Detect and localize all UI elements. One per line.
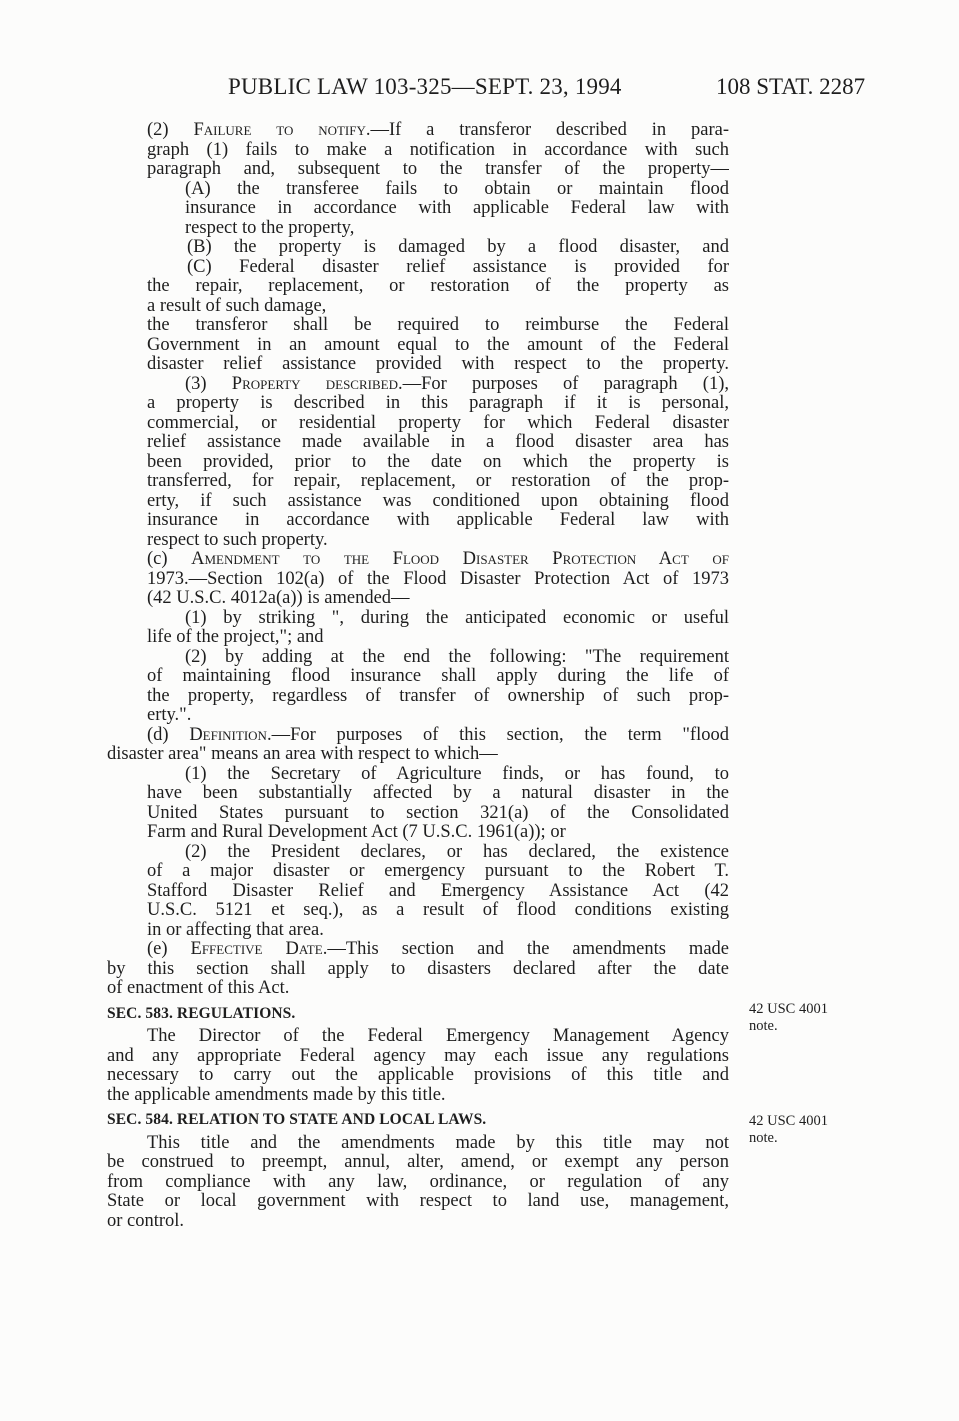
margin-note-label: note. [749,1129,778,1146]
paragraph-line: graph (1) fails to make a notification in accordance with such [147,140,729,160]
paragraph-line: by this section shall apply to disasters declared after the date [107,959,729,979]
paragraph-line: the repair, replacement, or restoration of the property as [147,277,729,296]
paragraph-line: paragraph and, subsequent to the transfer of the property— [147,160,729,179]
paragraph-line: (1) by striking ", during the anticipated economic or useful [185,608,729,628]
paragraph-heading: Failure to notify [193,121,366,140]
paragraph-line: (B) the property is damaged by a flood disaster, and [187,238,729,257]
section-heading: SEC. 584. RELATION TO STATE AND LOCAL LAWS. [107,1111,487,1128]
body-text [107,121,729,1231]
paragraph-line: life of the project,"; and [147,627,324,647]
margin-note-label: note. [749,1017,778,1034]
paragraph-line: relief assistance made available in a flood disaster area has [147,433,729,452]
paragraph-line: This title and the amendments made by this title may not [147,1133,729,1153]
paragraph-line: (2) Failure to notify.—If a transferor described in para- [147,121,729,140]
margin-note-citation: 42 USC 4001 [749,1113,828,1129]
paragraph-line: Government in an amount equal to the amount of the Federal [147,335,729,355]
paragraph-line: the property, regardless of transfer of ownership of such prop- [147,686,729,706]
paragraph-line: disaster relief assistance provided with respect to the property. [147,355,729,374]
paragraph-line: been provided, prior to the date on which the property is [147,452,729,472]
page-title: PUBLIC LAW 103-325—SEPT. 23, 1994 [228,74,622,99]
paragraph-line: of enactment of this Act. [107,978,290,998]
paragraph-heading: Amendment to the Flood Disaster Protection Act of [191,550,729,569]
paragraph-line: of maintaining flood insurance shall apply during the life of [147,667,729,686]
paragraph-line: insurance in accordance with applicable Federal law with [185,199,729,218]
paragraph-line: (2) the President declares, or has declared, the existence [185,842,729,862]
paragraph-line: a property is described in this paragraph if it is personal, [147,394,729,413]
paragraph-line: State or local government with respect to land use, management, [107,1192,729,1211]
paragraph-line: The Director of the Federal Emergency Management Agency [147,1027,729,1046]
paragraph-line: (e) Effective Date.—This section and the amendments made [147,940,729,959]
paragraph-line: (d) Definition.—For purposes of this section, the term "flood [147,725,729,745]
paragraph-line: United States pursuant to section 321(a) of the Consolidated [147,803,729,823]
margin-note-sec583 [749,1001,828,1034]
margin-note-citation: 42 USC 4001 [749,1001,828,1017]
running-head [0,74,959,106]
paragraph-line: (42 U.S.C. 4012a(a)) is amended— [147,588,410,608]
paragraph-line: and any appropriate Federal agency may each issue any regulations [107,1046,729,1066]
paragraph-line: (2) by adding at the end the following: "The requirement [185,647,729,667]
margin-note-sec584 [749,1113,828,1146]
paragraph-line: (C) Federal disaster relief assistance is provided for [187,257,729,277]
paragraph-line: (1) the Secretary of Agriculture finds, or has found, to [185,764,729,784]
paragraph-line: Stafford Disaster Relief and Emergency Assistance Act (42 [147,881,729,901]
paragraph-line: be construed to preempt, annul, alter, amend, or exempt any person [107,1153,729,1172]
paragraph-line: the applicable amendments made by this title. [107,1084,446,1105]
paragraph-line: transferred, for repair, replacement, or restoration of the prop- [147,472,729,491]
paragraph-line: insurance in accordance with applicable Federal law with [147,511,729,530]
paragraph-line: a result of such damage, [147,295,327,316]
paragraph-heading: Property described [231,374,398,394]
paragraph-line: commercial, or residential property for which Federal disaster [147,413,729,433]
paragraph-line: erty, if such assistance was conditioned upon obtaining flood [147,491,729,511]
paragraph-line: respect to such property. [147,529,328,550]
paragraph-line: have been substantially affected by a natural disaster in the [147,784,729,803]
paragraph-line: in or affecting that area. [147,919,324,940]
paragraph-line: erty.". [147,705,192,725]
statute-page-number: 108 STAT. 2287 [716,74,866,99]
paragraph-line: (A) the transferee fails to obtain or maintain flood [185,179,729,199]
paragraph-line: (c) Amendment to the Flood Disaster Protection Act of [147,550,729,569]
paragraph-line: from compliance with any law, ordinance, or regulation of any [107,1172,729,1192]
paragraph-line: disaster area" means an area with respect to which— [107,744,498,764]
paragraph-line: U.S.C. 5121 et seq.), as a result of flood conditions existing [147,901,729,920]
paragraph-heading: Effective Date [190,940,323,959]
paragraph-line: of a major disaster or emergency pursuant to the Robert T. [147,862,729,881]
section-heading: SEC. 583. REGULATIONS. [107,1004,296,1022]
paragraph-line: respect to the property, [185,217,355,238]
paragraph-heading: Definition [189,725,267,745]
paragraph-line: (3) Property described.—For purposes of paragraph (1), [185,374,729,394]
paragraph-line: the transferor shall be required to reimburse the Federal [147,316,729,335]
paragraph-line: 1973.—Section 102(a) of the Flood Disaster Protection Act of 1973 [147,569,729,589]
paragraph-line: Farm and Rural Development Act (7 U.S.C. 1961(a)); or [147,822,566,842]
paragraph-line: necessary to carry out the applicable provisions of this title and [107,1066,729,1085]
paragraph-line: or control. [107,1210,185,1231]
